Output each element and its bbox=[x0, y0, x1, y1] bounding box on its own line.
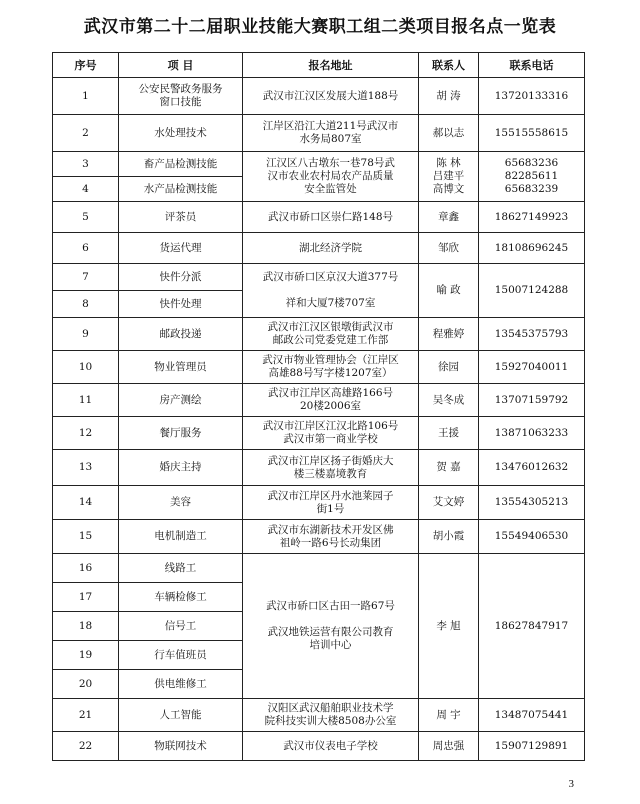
header-phone: 联系电话 bbox=[479, 53, 585, 78]
row-contact: 李 旭 bbox=[419, 554, 479, 699]
table-row bbox=[53, 520, 585, 554]
row-item: 美容 bbox=[119, 486, 243, 520]
table-row bbox=[53, 554, 585, 583]
row-address: 汉阳区武汉船舶职业技术学 院科技实训大楼8508办公室 bbox=[243, 699, 419, 732]
row-no: 19 bbox=[53, 641, 119, 670]
row-item: 邮政投递 bbox=[119, 318, 243, 351]
row-contact: 喻 政 bbox=[419, 264, 479, 318]
row-contact: 艾文婷 bbox=[419, 486, 479, 520]
table-row bbox=[53, 417, 585, 450]
row-item: 畜产品检测技能 bbox=[119, 152, 243, 177]
row-phone: 15927040011 bbox=[479, 351, 585, 384]
row-phone: 65683236 82285611 65683239 bbox=[479, 152, 585, 202]
table-row bbox=[53, 233, 585, 264]
row-no: 17 bbox=[53, 583, 119, 612]
row-phone: 15515558615 bbox=[479, 115, 585, 152]
header-contact: 联系人 bbox=[419, 53, 479, 78]
row-address: 武汉市东湖新技术开发区佛 祖岭一路6号长动集团 bbox=[243, 520, 419, 554]
header-row bbox=[53, 53, 585, 78]
row-address: 湖北经济学院 bbox=[243, 233, 419, 264]
table-row bbox=[53, 732, 585, 761]
row-phone: 13720133316 bbox=[479, 78, 585, 115]
row-no: 6 bbox=[53, 233, 119, 264]
header-no: 序号 bbox=[53, 53, 119, 78]
row-phone: 15907129891 bbox=[479, 732, 585, 761]
row-contact: 周忠强 bbox=[419, 732, 479, 761]
row-phone: 13871063233 bbox=[479, 417, 585, 450]
row-no: 7 bbox=[53, 264, 119, 291]
row-item: 评茶员 bbox=[119, 202, 243, 233]
table-row bbox=[53, 486, 585, 520]
row-phone: 13554305213 bbox=[479, 486, 585, 520]
row-phone: 18627149923 bbox=[479, 202, 585, 233]
row-no: 13 bbox=[53, 450, 119, 486]
row-address: 武汉市江岸区江汉北路106号 武汉市第一商业学校 bbox=[243, 417, 419, 450]
table-row bbox=[53, 152, 585, 177]
row-no: 12 bbox=[53, 417, 119, 450]
row-no: 16 bbox=[53, 554, 119, 583]
row-item: 货运代理 bbox=[119, 233, 243, 264]
row-address: 武汉市硚口区崇仁路148号 bbox=[243, 202, 419, 233]
page-title: 武汉市第二十二届职业技能大赛职工组二类项目报名点一览表 bbox=[83, 17, 557, 37]
row-no: 9 bbox=[53, 318, 119, 351]
row-no: 20 bbox=[53, 670, 119, 699]
row-no: 22 bbox=[53, 732, 119, 761]
table-row bbox=[53, 384, 585, 417]
table-row bbox=[53, 351, 585, 384]
row-contact: 贺 嘉 bbox=[419, 450, 479, 486]
row-no: 21 bbox=[53, 699, 119, 732]
row-phone: 15549406530 bbox=[479, 520, 585, 554]
row-phone: 13476012632 bbox=[479, 450, 585, 486]
row-no: 1 bbox=[53, 78, 119, 115]
registration-table bbox=[52, 52, 585, 761]
row-item: 公安民警政务服务 窗口技能 bbox=[119, 78, 243, 115]
row-address: 武汉市江汉区发展大道188号 bbox=[243, 78, 419, 115]
row-item: 行车值班员 bbox=[119, 641, 243, 670]
row-no: 18 bbox=[53, 612, 119, 641]
table-row bbox=[53, 318, 585, 351]
row-address: 武汉市物业管理协会（江岸区 高雄88号写字楼1207室） bbox=[243, 351, 419, 384]
row-contact: 郝以志 bbox=[419, 115, 479, 152]
row-item: 婚庆主持 bbox=[119, 450, 243, 486]
table-row bbox=[53, 202, 585, 233]
row-item: 餐厅服务 bbox=[119, 417, 243, 450]
row-contact: 徐园 bbox=[419, 351, 479, 384]
row-no: 10 bbox=[53, 351, 119, 384]
row-contact: 胡 涛 bbox=[419, 78, 479, 115]
row-contact: 周 宇 bbox=[419, 699, 479, 732]
header-item: 项 目 bbox=[119, 53, 243, 78]
row-item: 水产品检测技能 bbox=[119, 177, 243, 202]
row-no: 8 bbox=[53, 291, 119, 318]
row-contact: 王援 bbox=[419, 417, 479, 450]
header-address: 报名地址 bbox=[243, 53, 419, 78]
table-row bbox=[53, 115, 585, 152]
row-phone: 18108696245 bbox=[479, 233, 585, 264]
row-no: 4 bbox=[53, 177, 119, 202]
row-no: 15 bbox=[53, 520, 119, 554]
table-row bbox=[53, 264, 585, 291]
row-item: 房产测绘 bbox=[119, 384, 243, 417]
table-row bbox=[53, 78, 585, 115]
row-item: 快件处理 bbox=[119, 291, 243, 318]
row-address: 武汉市硚口区京汉大道377号 祥和大厦7楼707室 bbox=[243, 264, 419, 318]
row-address: 江岸区沿江大道211号武汉市 水务局807室 bbox=[243, 115, 419, 152]
row-item: 物联网技术 bbox=[119, 732, 243, 761]
row-item: 水处理技术 bbox=[119, 115, 243, 152]
row-phone: 15007124288 bbox=[479, 264, 585, 318]
row-phone: 18627847917 bbox=[479, 554, 585, 699]
row-phone: 13707159792 bbox=[479, 384, 585, 417]
page-number: 3 bbox=[568, 778, 574, 790]
row-address: 武汉市江岸区扬子街婚庆大 楼三楼嘉境教育 bbox=[243, 450, 419, 486]
row-address: 武汉市江汉区银墩街武汉市 邮政公司党委党建工作部 bbox=[243, 318, 419, 351]
row-item: 电机制造工 bbox=[119, 520, 243, 554]
row-item: 供电维修工 bbox=[119, 670, 243, 699]
row-no: 5 bbox=[53, 202, 119, 233]
row-item: 线路工 bbox=[119, 554, 243, 583]
row-no: 3 bbox=[53, 152, 119, 177]
row-item: 人工智能 bbox=[119, 699, 243, 732]
table-row bbox=[53, 450, 585, 486]
row-address: 武汉市硚口区古田一路67号 武汉地铁运营有限公司教育 培训中心 bbox=[243, 554, 419, 699]
row-no: 2 bbox=[53, 115, 119, 152]
row-address: 江汉区八古墩东一巷78号武 汉市农业农村局农产品质量 安全监管处 bbox=[243, 152, 419, 202]
row-contact: 吴冬成 bbox=[419, 384, 479, 417]
row-item: 信号工 bbox=[119, 612, 243, 641]
row-contact: 胡小霞 bbox=[419, 520, 479, 554]
row-contact: 邹欣 bbox=[419, 233, 479, 264]
row-address: 武汉市江岸区高雄路166号 20楼2006室 bbox=[243, 384, 419, 417]
row-address: 武汉市江岸区丹水池莱园子 街1号 bbox=[243, 486, 419, 520]
table-row bbox=[53, 699, 585, 732]
row-no: 11 bbox=[53, 384, 119, 417]
row-contact: 章鑫 bbox=[419, 202, 479, 233]
row-item: 车辆检修工 bbox=[119, 583, 243, 612]
row-item: 物业管理员 bbox=[119, 351, 243, 384]
row-no: 14 bbox=[53, 486, 119, 520]
row-contact: 程雅婷 bbox=[419, 318, 479, 351]
row-phone: 13487075441 bbox=[479, 699, 585, 732]
row-phone: 13545375793 bbox=[479, 318, 585, 351]
row-contact: 陈 林 吕建平 高博文 bbox=[419, 152, 479, 202]
row-item: 快件分派 bbox=[119, 264, 243, 291]
row-address: 武汉市仪表电子学校 bbox=[243, 732, 419, 761]
